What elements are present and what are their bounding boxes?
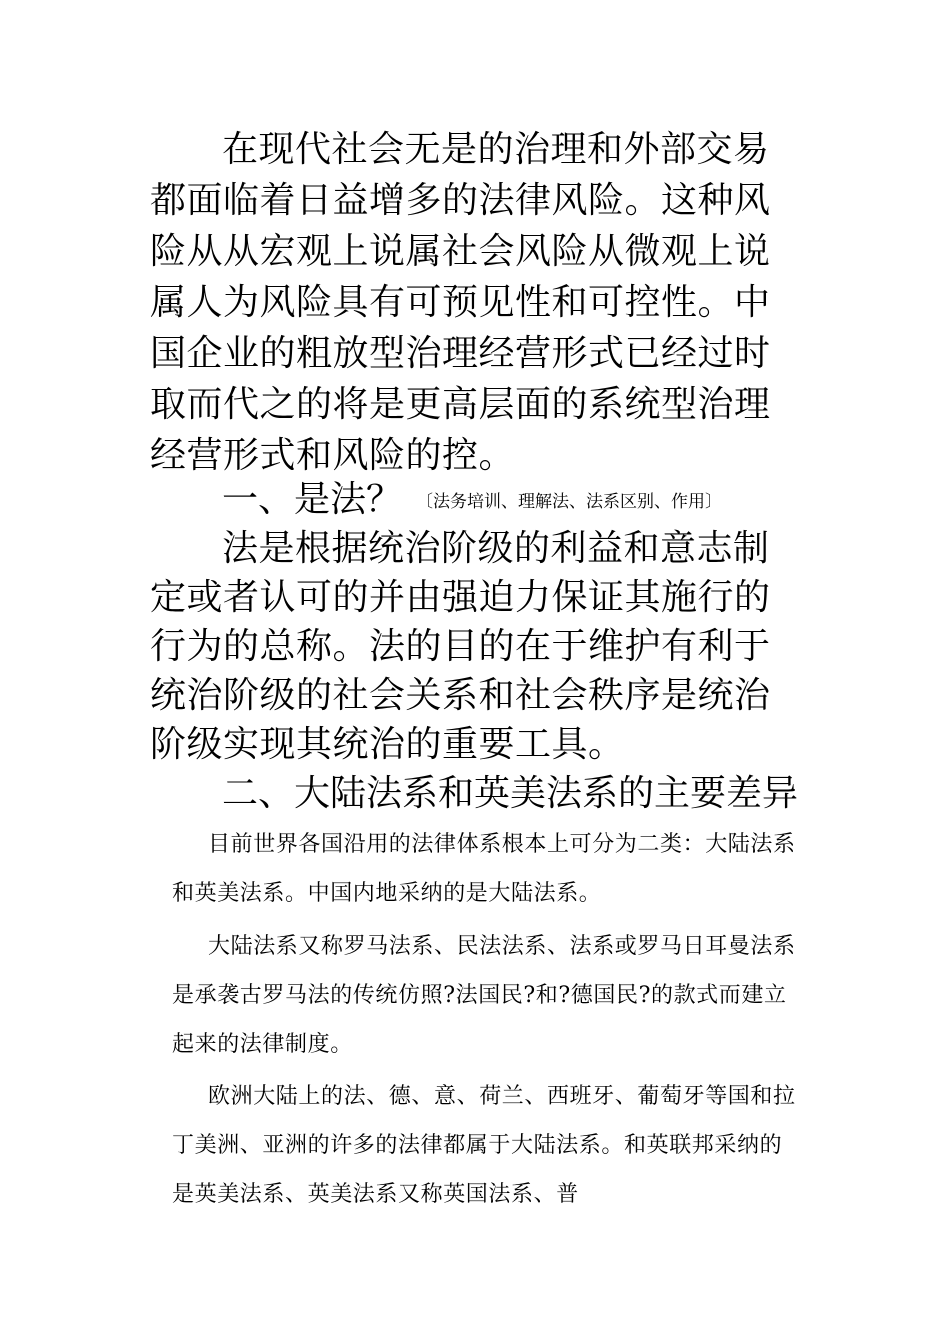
intro-paragraph: 在现代社会无是的治理和外部交易都面临着日益增多的法律风险。这种风险从从宏观上说属社会风险从微观上说属人为风险具有可预见性和可控性。中国企业的粗放型治理经营形式已经过时取而代之的将是更高层面的系统型治理经营形式和风险的控。 (150, 129, 771, 476)
law-definition-paragraph: 法是根据统治阶级的利益和意志制定或者认可的并由强迫力保证其施行的行为的总称。法的目的在于维护有利于统治阶级的社会关系和社会秩序是统治阶级实现其统治的重要工具。 (150, 528, 771, 765)
civil-law-paragraph: 大陆法系又称罗马法系、民法法系、法系或罗马日耳曼法系是承袭古罗马法的传统仿照?法国民?和?德国民?的款式而建立起来的法律制度。 (172, 934, 796, 1057)
civil-law-countries-paragraph: 欧洲大陆上的法、德、意、荷兰、西班牙、葡萄牙等国和拉丁美洲、亚洲的许多的法律都属于大陆法系。和英联邦采纳的是英美法系、英美法系又称英国法系、普 (172, 1084, 796, 1207)
legal-systems-paragraph: 目前世界各国沿用的法律体系根本上可分为二类：大陆法系和英美法系。中国内地采纳的是大陆法系。 (172, 832, 796, 906)
section-heading-legal-systems: 二、大陆法系和英美法系的主要差异 (222, 773, 799, 814)
section-heading-what-is-law (222, 478, 822, 524)
section-heading-note: 〔法务培训、理解法、法系区别、作用〕 (416, 492, 723, 512)
section-heading-text: 一、是法？ (222, 479, 403, 520)
